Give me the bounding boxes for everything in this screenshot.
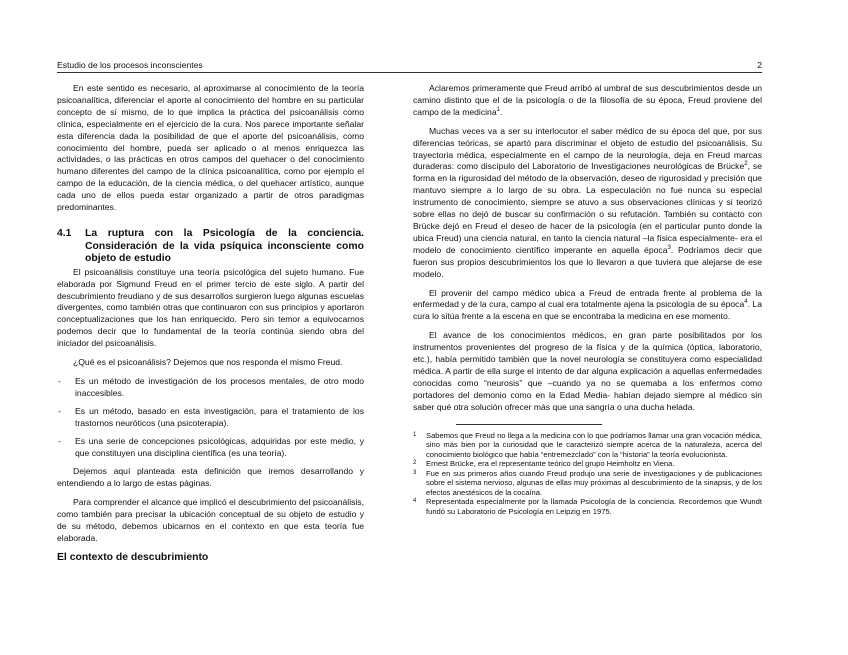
paragraph: ¿Qué es el psicoanálisis? Dejemos que nos responda el mismo Freud. — [73, 357, 343, 368]
paragraph: Muchas veces va a ser su interlocutor el saber médico de su época del que, por sus diferencias teóricas, se apartó para discriminar el objeto de estudio del psicoanálisis. Su trayectoria médica, especialmente en el campo de la neurología, deja en Freud marcas duraderas: como discípulo del Laboratorio de Investigaciones neurológicas de Brücke$^2$, se forma en la rigurosidad del método de la observación, deseo de rigurosidad y precisión que mantuvo siempre a lo largo de su obra. La especulación no fue nunca su especial instrumento de conocimiento, siempre se atuvo a sus observaciones clínicas y si teorizó sobre ellas no dejó de buscar su confirmación o su refutación. También su contacto con Brücke dejó en Freud el deseo de hacer de la psicología (en el particular punto donde la ubica Freud) una ciencia natural, en tanto la ciencia natural –la física especialmente- era el modelo de conocimiento científico imperante en aquella época$^3$. Podríamos decir que fueron sus propios descubrimientos los que lo llevaron a que tuviera que alejarse de ese modelo. — [413, 125, 762, 279]
footnote-number: 3 — [413, 469, 417, 476]
footnote-text: Ernest Brücke, era el representante teórico del grupo Heimholtz en Viena. — [426, 459, 675, 469]
list-item — [57, 436, 364, 460]
subheading: El contexto de descubrimiento — [57, 551, 209, 563]
footnote-ref[interactable]: 2 — [744, 161, 748, 168]
footnote-ref[interactable]: 3 — [667, 244, 671, 251]
bullet-marker: - — [58, 405, 61, 416]
footnote-text: Fue en sus primeros años cuando Freud produjo una serie de investigaciones y de publicaciones sobre el sistema nervioso, algunas de ellas muy próximas al descubrimiento de la sinapsis, y de los efectos anestésicos de la cocaína. — [426, 468, 762, 497]
list-item-text: Es un método de investigación de los procesos mentales, de otro modo inaccesibles. — [75, 376, 364, 398]
paragraph: Para comprender el alcance que implicó el descubrimiento del psicoanálisis, como también para precisar la ubicación conceptual de su objeto de estudio y de su método, debemos ubicarnos en el contexto en que esta teoría fue elaborada. — [57, 497, 364, 543]
footnote-number: 2 — [413, 460, 417, 467]
page-number: 2 — [757, 60, 762, 70]
paragraph: Aclaremos primeramente que Freud arribó al umbral de sus descubrimientos desde un camino distinto que el de la psicología o de la filosofía de su época, Freud proviene del campo de la medicina$^1$. — [413, 83, 762, 117]
definition-list — [57, 376, 364, 459]
footnote-number: 4 — [413, 498, 417, 505]
list-item-text: Es un método, basado en esta investigación, para el tratamiento de los trastornos neuróticos (una psicoterapia). — [75, 405, 364, 428]
right-column — [413, 83, 762, 516]
footnote-ref[interactable]: 1 — [496, 106, 500, 113]
bullet-marker: - — [58, 435, 61, 446]
list-item-text: Es una serie de concepciones psicológicas, adquiridas por este medio, y que constituyen una disciplina científica (es una teoría). — [75, 435, 364, 458]
intro-paragraph: En este sentido es necesario, al aproximarse al conocimiento de la teoría psicoanalítica, diferenciar el aporte al conocimiento del hombre en su particular concepto de sí mismo, de lo que implica la práctica del psicoanálisis como clínica, especialmente en el ejercicio de la cura. Nos parece importante señalar esta diferencia dada la posibilidad de que el aporte del psicoanálisis, como conocimiento del hombre, pueda ser aplicado o al menos enriquezca las actividades, o las prácticas en otros campos del quehacer o del conocimiento humano diferentes del campo de la clínica psicoanalítica, como por ejemplo el campo de la educación, de la ciencia médica, o del quehacer artístico, aunque cada uno de ellos pueda estar organizado a partir de otros paradigmas predominantes. — [57, 83, 364, 213]
section-title: La ruptura con la Psicología de la conciencia. Consideración de la vida psíquica inconsciente como objeto de estudio — [85, 227, 364, 265]
list-item — [57, 406, 364, 430]
paragraph: El psicoanálisis constituye una teoría psicológica del sujeto humano. Fue elaborada por Sigmund Freud en el primer tercio de este siglo. A partir del descubrimiento freudiano y de sus desarrollos surgieron luego algunas escuelas divergentes, como también otras que continuaron con sus principios y aportaron conceptualizaciones que los han enriquecido. Pero sin temor a equivocarnos podemos decir que lo fundamental de la teoría continúa siendo obra del iniciador del psicoanálisis. — [57, 266, 364, 349]
footnote — [413, 469, 762, 498]
section-number: 4.1 — [57, 227, 72, 239]
footnote — [413, 431, 762, 460]
list-item — [57, 376, 364, 400]
left-column — [57, 83, 364, 564]
footnote — [413, 497, 762, 516]
footnote-separator — [456, 424, 602, 425]
footnote-number: 1 — [413, 431, 417, 438]
footnote — [413, 459, 762, 469]
footnote-ref[interactable]: 4 — [744, 299, 748, 306]
header-title: Estudio de los procesos inconscientes — [57, 60, 203, 70]
bullet-marker: - — [58, 376, 61, 386]
running-header — [57, 59, 762, 73]
section-heading — [57, 228, 364, 266]
footnote-text: Representada especialmente por la llamada Psicología de la conciencia. Recordemos que Wundt fundó su Laboratorio de Psicología en Leipzig en 1975. — [426, 497, 762, 516]
paragraph: Dejemos aquí planteada esta definición que iremos desarrollando y entendiendo a lo largo de estas páginas. — [57, 466, 364, 489]
footnote-text: Sabemos que Freud no llega a la medicina con lo que podríamos llamar una gran vocación médica, sino más bien por la curiosidad que le caracterizó siempre acerca de la naturaleza, acerca del conocimiento biológico que había “entremezclado” con la “historia” la teoría evolucionista. — [426, 430, 762, 459]
paragraph: El avance de los conocimientos médicos, en gran parte posibilitados por los instrumentos provenientes del progreso de la física y de la química (óptica, laboratorio, etc.), había permitido también que la novel neurología se constituyera como especialidad médica. A partir de ella surge el intento de dar alguna explicación a aquellas enfermedades conocidas como “neurosis” que –cuando ya no se quemaba a los enfermos como portadores del demonio como en la Edad Media- habían dejado siempre al médico sin saber qué otra solución ofrecer más que una sangría o una ducha helada. — [413, 330, 762, 412]
paragraph: El provenir del campo médico ubica a Freud de entrada frente al problema de la enfermedad y de la cura, campo al cual era totalmente ajena la psicología de su época$^4$. La cura lo sitúa frente a la escena en que se encontraba la medicina en ese momento. — [413, 287, 762, 322]
